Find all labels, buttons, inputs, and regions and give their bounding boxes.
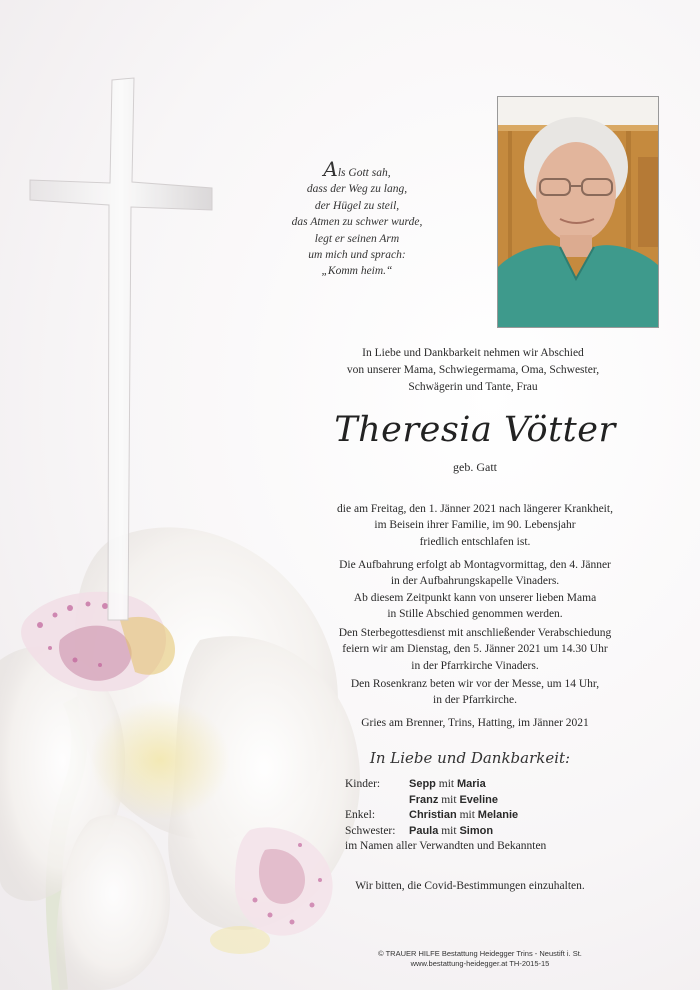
place-date: Gries am Brenner, Trins, Hatting, im Jänner 2021: [361, 717, 589, 729]
relatives-line: im Namen aller Verwandten und Bekannten: [345, 840, 547, 853]
funeral-paragraph: Den Sterbegottesdienst mit anschließender Verabschiedung feiern wir am Dienstag, den 5. Jänner 2021 um 14.30 Uhr in der Pfarrkirche Vinaders.: [338, 627, 612, 672]
poem-line: um mich und sprach:: [308, 249, 406, 262]
deceased-name: Theresia Vötter: [334, 410, 616, 450]
death-paragraph: die am Freitag, den 1. Jänner 2021 nach längerer Krankheit, im Beisein ihrer Familie, im 90. Lebensjahr friedlich entschlafen ist.: [337, 503, 613, 548]
poem-line: legt er seinen Arm: [314, 232, 400, 245]
poem-line: Als Gott sah,: [323, 157, 391, 181]
poem-line: das Atmen zu schwer wurde,: [291, 216, 423, 229]
intro-text: In Liebe und Dankbarkeit nehmen wir Abschied von unserer Mama, Schwiegermama, Oma, Schwester, Schwägerin und Tante, Frau: [346, 347, 600, 393]
footer: [330, 949, 630, 969]
family-list: [345, 777, 546, 855]
poem-line: der Hügel zu steil,: [314, 199, 400, 212]
family-row: Kinder: Sepp mit Maria: [345, 777, 546, 793]
family-row: Enkel: Christian mit Melanie: [345, 808, 546, 824]
viewing-paragraph: Die Aufbahrung erfolgt ab Montagvormittag, den 4. Jänner in der Aufbahrungskapelle Vinaders. Ab diesem Zeitpunkt kann von unserer lieben Mama in Stille Abschied genommen werden.: [339, 559, 611, 621]
poem: [262, 157, 452, 280]
family-row: Franz mit Eveline: [409, 793, 498, 806]
portrait-photo: [497, 96, 659, 328]
poem-line: „Komm heim.“: [321, 265, 393, 278]
footer-credit: © TRAUER HILFE Bestattung Heidegger Trins - Neustift i. St.: [378, 949, 582, 958]
portrait-image: [498, 97, 658, 327]
poem-dropcap: A: [323, 157, 338, 181]
thanks-heading: In Liebe und Dankbarkeit:: [369, 749, 571, 767]
footer-website: www.bestattung-heidegger.at TH-2015-15: [410, 959, 550, 968]
family-label: Schwester:: [345, 824, 396, 837]
family-label: Enkel:: [345, 809, 376, 822]
covid-note: Wir bitten, die Covid-Bestimmungen einzuhalten.: [355, 880, 585, 892]
rosary-paragraph: Den Rosenkranz beten wir vor der Messe, um 14 Uhr, in der Pfarrkirche.: [350, 678, 600, 707]
family-row: Schwester: Paula mit Simon: [345, 824, 546, 840]
family-label: Kinder:: [345, 778, 381, 790]
birth-name: geb. Gatt: [453, 460, 497, 474]
poem-line: dass der Weg zu lang,: [306, 183, 408, 196]
